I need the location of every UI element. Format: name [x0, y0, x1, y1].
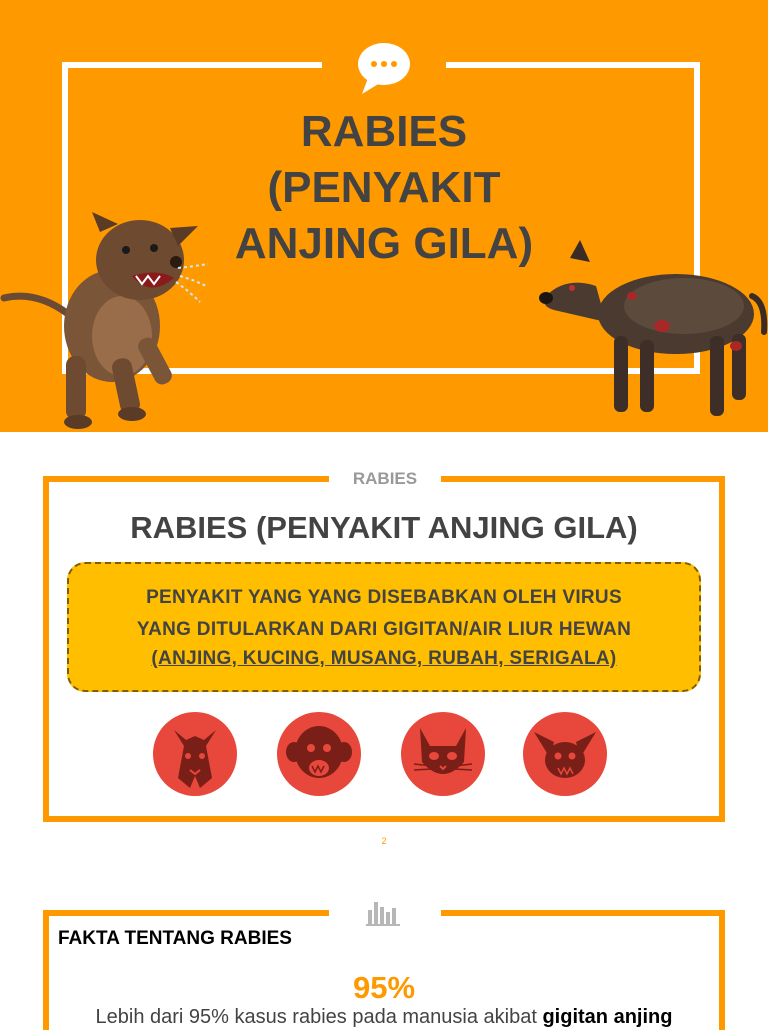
- cover-title-line: (PENYAKIT: [267, 163, 501, 212]
- bar-chart-icon: [364, 898, 404, 928]
- facts-heading: FAKTA TENTANG RABIES: [58, 928, 292, 949]
- dog-running-illustration: [0, 206, 220, 432]
- frame-line: [43, 476, 329, 482]
- cover-slide: [0, 0, 768, 432]
- bat-icon: [520, 712, 610, 796]
- cover-title-line: ANJING GILA): [234, 219, 534, 268]
- frame-line: [446, 62, 700, 68]
- cover-title-line: RABIES: [300, 107, 468, 156]
- definition-line: PENYAKIT YANG YANG DISEBABKAN OLEH VIRUS: [146, 587, 622, 608]
- frame-line: [62, 62, 322, 68]
- stat-description: [60, 1004, 708, 1030]
- animal-list: (ANJING, KUCING, MUSANG, RUBAH, SERIGALA): [151, 648, 617, 669]
- frame-line: [43, 910, 329, 916]
- stat-description-bold: gigitan anjing: [542, 1006, 673, 1028]
- monkey-icon: [274, 712, 364, 796]
- cat-icon: [398, 712, 488, 796]
- definition-line: YANG DITULARKAN DARI GIGITAN/AIR LIUR HEWAN: [136, 619, 632, 640]
- stat-value: 95%: [352, 970, 416, 1005]
- dog-icon: [150, 712, 240, 796]
- slide2-title: RABIES (PENYAKIT ANJING GILA): [130, 510, 638, 545]
- definition-text: [69, 582, 699, 672]
- frame-line: [441, 476, 725, 482]
- definition-box: [67, 562, 701, 692]
- section-label: RABIES: [352, 469, 418, 488]
- stat-description-text: Lebih dari 95% kasus rabies pada manusia akibat: [95, 1006, 543, 1028]
- dog-sick-illustration: [536, 236, 768, 432]
- page-number: 2: [381, 836, 387, 846]
- frame-line: [441, 910, 725, 916]
- speech-bubble-icon: [356, 40, 412, 96]
